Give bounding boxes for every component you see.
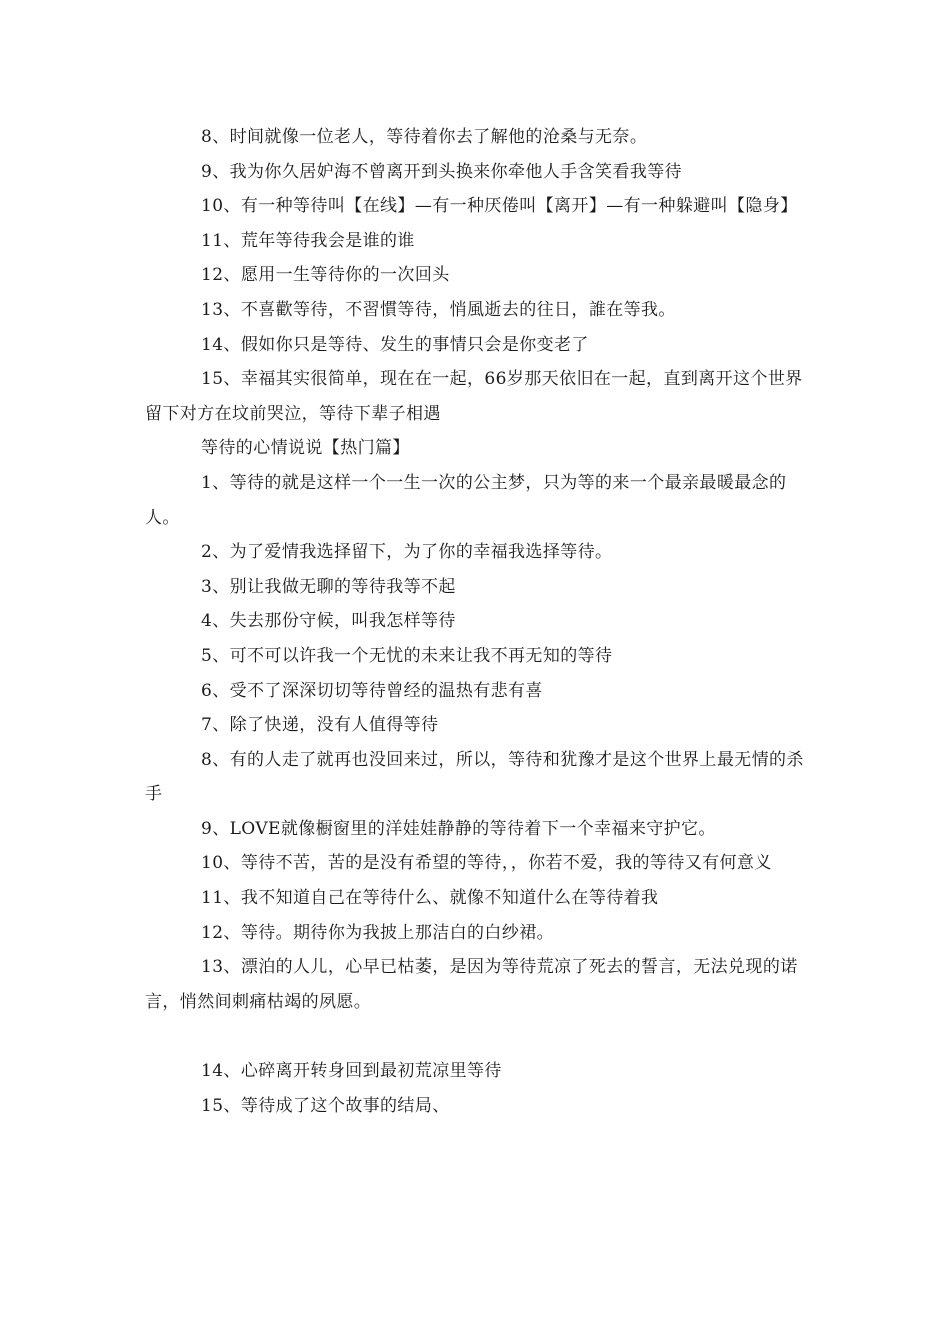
paragraph-10: 1、等待的就是这样一个一生一次的公主梦，只为等的来一个最亲最暖最念的人。 xyxy=(145,472,787,528)
paragraph-17: 8、有的人走了就再也没回来过，所以，等待和犹豫才是这个世界上最无情的杀手 xyxy=(145,749,804,805)
paragraph-6: 13、不喜歡等待，不習慣等待，悄風逝去的往日，誰在等我。 xyxy=(201,299,676,320)
paragraph-3: 10、有一种等待叫【在线】—有一种厌倦叫【离开】—有一种躲避叫【隐身】 xyxy=(201,196,798,217)
paragraph-2: 9、我为你久居妒海不曾离开到头换来你牵他人手含笑看我等待 xyxy=(201,161,683,182)
paragraph-18: 9、LOVE就像橱窗里的洋娃娃静静的等待着下一个幸福来守护它。 xyxy=(201,818,716,839)
section-heading: 等待的心情说说【热门篇】 xyxy=(201,438,410,459)
paragraph-13: 4、失去那份守候，叫我怎样等待 xyxy=(201,611,456,632)
paragraph-14: 5、可不可以许我一个无忧的未来让我不再无知的等待 xyxy=(201,645,613,666)
paragraph-1: 8、时间就像一位老人，等待着你去了解他的沧桑与无奈。 xyxy=(201,127,648,147)
paragraph-23: 14、心碎离开转身回到最初荒凉里等待 xyxy=(201,1061,502,1082)
blank-line xyxy=(145,1019,807,1054)
paragraph-19: 10、等待不苦，苦的是没有希望的等待，，你若不爱，我的等待又有何意义 xyxy=(201,853,772,874)
paragraph-12: 3、别让我做无聊的等待我等不起 xyxy=(201,576,456,597)
paragraph-11: 2、为了爱情我选择留下，为了你的幸福我选择等待。 xyxy=(201,542,613,563)
paragraph-5: 12、愿用一生等待你的一次回头 xyxy=(201,265,450,286)
paragraph-24: 15、等待成了这个故事的结局、 xyxy=(201,1095,450,1116)
paragraph-15: 6、受不了深深切切等待曾经的温热有悲有喜 xyxy=(201,680,543,701)
paragraph-22: 13、漂泊的人儿，心早已枯萎，是因为等待荒凉了死去的誓言，无法兑现的诺言，悄然间刺痛枯竭的夙愿。 xyxy=(145,957,798,1012)
paragraph-20: 11、我不知道自己在等待什么、就像不知道什么在等待着我 xyxy=(201,888,659,909)
paragraph-8: 15、幸福其实很简单，现在在一起，66岁那天依旧在一起，直到离开这个世界留下对方在坟前哭泣，等待下辈子相遇 xyxy=(145,369,803,424)
paragraph-4: 11、荒年等待我会是谁的谁 xyxy=(201,230,415,251)
paragraph-7: 14、假如你只是等待、发生的事情只会是你变老了 xyxy=(201,334,589,355)
paragraph-16: 7、除了快递，没有人值得等待 xyxy=(201,715,439,736)
document-body xyxy=(145,120,807,1123)
paragraph-21: 12、等待。期待你为我披上那洁白的白纱裙。 xyxy=(201,922,555,943)
